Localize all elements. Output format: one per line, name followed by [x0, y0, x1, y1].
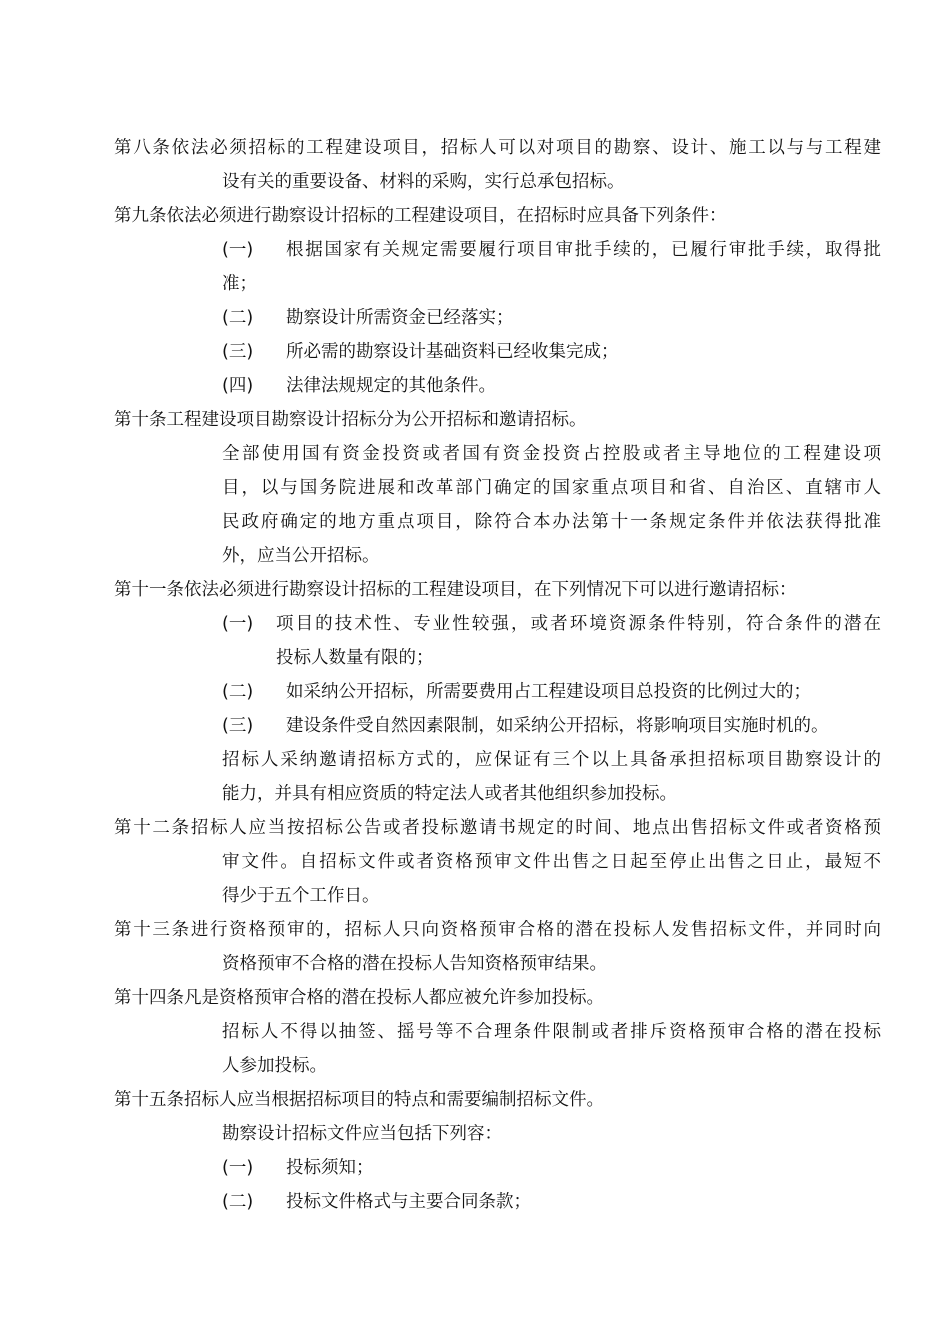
- paragraph-line: 民政府确定的地方重点项目，除符合本办法第十一条规定条件并依法获得批准: [222, 512, 881, 532]
- article-12-line-2: 审文件。自招标文件或者资格预审文件出售之日起至停止出售之日止，最短不: [222, 852, 881, 872]
- article-12-line-3: 得少于五个工作日。: [222, 886, 380, 906]
- list-item-continuation: 准；: [222, 274, 257, 294]
- article-8-line-2: 设有关的重要设备、材料的采购，实行总承包招标。: [222, 172, 625, 192]
- paragraph-line: 目，以与国务院进展和改革部门确定的国家重点项目和省、自治区、直辖市人: [222, 478, 881, 498]
- article-12-line-1: 第十二条招标人应当按招标公告或者投标邀请书规定的时间、地点出售招标文件或者资格预: [114, 818, 881, 838]
- list-marker: (三): [222, 716, 254, 736]
- article-15-line-1: 第十五条招标人应当根据招标项目的特点和需要编制招标文件。: [114, 1090, 604, 1110]
- paragraph-line: 全部使用国有资金投资或者国有资金投资占控股或者主导地位的工程建设项: [222, 444, 881, 464]
- list-marker: (四): [222, 376, 254, 396]
- list-marker: (一): [222, 240, 254, 260]
- list-item-text: 建设条件受自然因素限制，如采纳公开招标，将影响项目实施时机的。: [286, 716, 829, 736]
- article-13-line-1: 第十三条进行资格预审的，招标人只向资格预审合格的潜在投标人发售招标文件，并同时向: [114, 920, 881, 940]
- paragraph-line: 能力，并具有相应资质的特定法人或者其他组织参加投标。: [222, 784, 677, 804]
- list-item-text: 如采纳公开招标，所需要费用占工程建设项目总投资的比例过大的；: [286, 682, 811, 702]
- list-marker: (一): [222, 614, 254, 634]
- list-item-text: 项目的技术性、专业性较强，或者环境资源条件特别，符合条件的潜在: [276, 614, 881, 634]
- paragraph-line: 招标人不得以抽签、摇号等不合理条件限制或者排斥资格预审合格的潜在投标: [222, 1022, 881, 1042]
- article-14-line-1: 第十四条凡是资格预审合格的潜在投标人都应被允许参加投标。: [114, 988, 604, 1008]
- article-11-line-1: 第十一条依法必须进行勘察设计招标的工程建设项目，在下列情况下可以进行邀请招标：: [114, 580, 797, 600]
- article-10-line-1: 第十条工程建设项目勘察设计招标分为公开招标和邀请招标。: [114, 410, 587, 430]
- paragraph-line: 招标人采纳邀请招标方式的，应保证有三个以上具备承担招标项目勘察设计的: [222, 750, 881, 770]
- article-8-line-1: 第八条依法必须招标的工程建设项目，招标人可以对项目的勘察、设计、施工以与与工程建: [114, 138, 881, 158]
- list-marker: (二): [222, 308, 254, 328]
- list-item-text: 投标文件格式与主要合同条款；: [286, 1192, 531, 1212]
- paragraph-line: 人参加投标。: [222, 1056, 327, 1076]
- list-item-text: 所必需的勘察设计基础资料已经收集完成；: [286, 342, 619, 362]
- list-item-text: 根据国家有关规定需要履行项目审批手续的，已履行审批手续，取得批: [286, 240, 881, 260]
- article-9-line-1: 第九条依法必须进行勘察设计招标的工程建设项目，在招标时应具备下列条件：: [114, 206, 727, 226]
- list-marker: (三): [222, 342, 254, 362]
- list-marker: (一): [222, 1158, 254, 1178]
- list-item-text: 勘察设计所需资金已经落实；: [286, 308, 514, 328]
- list-item-text: 法律法规规定的其他条件。: [286, 376, 496, 396]
- article-13-line-2: 资格预审不合格的潜在投标人告知资格预审结果。: [222, 954, 607, 974]
- paragraph-line: 外，应当公开招标。: [222, 546, 380, 566]
- paragraph-line: 勘察设计招标文件应当包括下列容：: [222, 1124, 502, 1144]
- list-item-continuation: 投标人数量有限的；: [276, 648, 434, 668]
- list-marker: (二): [222, 1192, 254, 1212]
- list-marker: (二): [222, 682, 254, 702]
- list-item-text: 投标须知；: [286, 1158, 374, 1178]
